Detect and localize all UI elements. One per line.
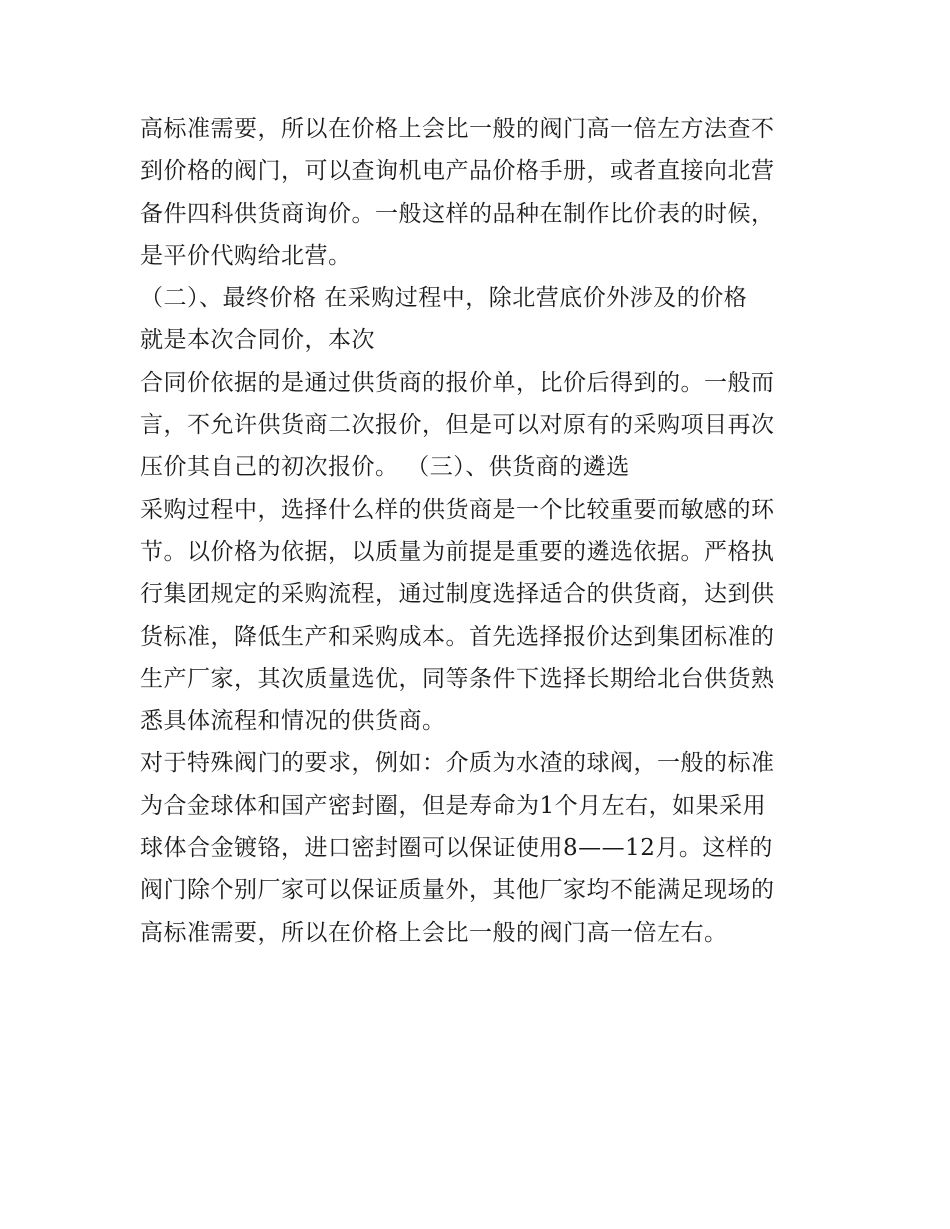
- text-line: 到价格的阀门，可以查询机电产品价格手册，或者直接向北营: [140, 158, 775, 185]
- text-line: （二）、最终价格 在采购过程中，除北营底价外涉及的价格: [140, 285, 748, 312]
- text-line: 节。以价格为依据，以质量为前提是重要的遴选依据。严格执: [140, 538, 775, 565]
- text-line: 悉具体流程和情况的供货商。: [140, 708, 446, 735]
- text-line: 采购过程中，选择什么样的供货商是一个比较重要而敏感的环: [140, 496, 775, 523]
- text-line: 就是本次合同价，本次: [140, 327, 375, 354]
- text-line: 为合金球体和国产密封圈，但是寿命为1个月左右，如果采用: [140, 792, 767, 819]
- text-line: 合同价依据的是通过供货商的报价单，比价后得到的。一般而: [140, 369, 775, 396]
- text-line: 高标准需要，所以在价格上会比一般的阀门高一倍左右。: [140, 919, 728, 946]
- text-line: 是平价代购给北营。: [140, 242, 352, 269]
- text-line: 生产厂家，其次质量选优，同等条件下选择长期给北台供货熟: [140, 665, 775, 692]
- text-line: 高标准需要，所以在价格上会比一般的阀门高一倍左方法查不: [140, 116, 775, 142]
- text-line: 货标准，降低生产和采购成本。首先选择报价达到集团标准的: [140, 623, 775, 650]
- text-line: 备件四科供货商询价。一般这样的品种在制作比价表的时候，: [140, 200, 775, 227]
- text-line: 压价其自己的初次报价。 （三）、供货商的遴选: [140, 454, 630, 481]
- text-line: 行集团规定的采购流程，通过制度选择适合的供货商，达到供: [140, 581, 775, 608]
- text-line: 对于特殊阀门的要求，例如：介质为水渣的球阀，一般的标准: [140, 750, 775, 777]
- body-text: [140, 108, 830, 954]
- text-line: 球体合金镀铬，进口密封圈可以保证使用8——12月。这样的: [140, 835, 773, 862]
- text-line: 言，不允许供货商二次报价，但是可以对原有的采购项目再次: [140, 412, 775, 439]
- text-line: 阀门除个别厂家可以保证质量外，其他厂家均不能满足现场的: [140, 877, 775, 904]
